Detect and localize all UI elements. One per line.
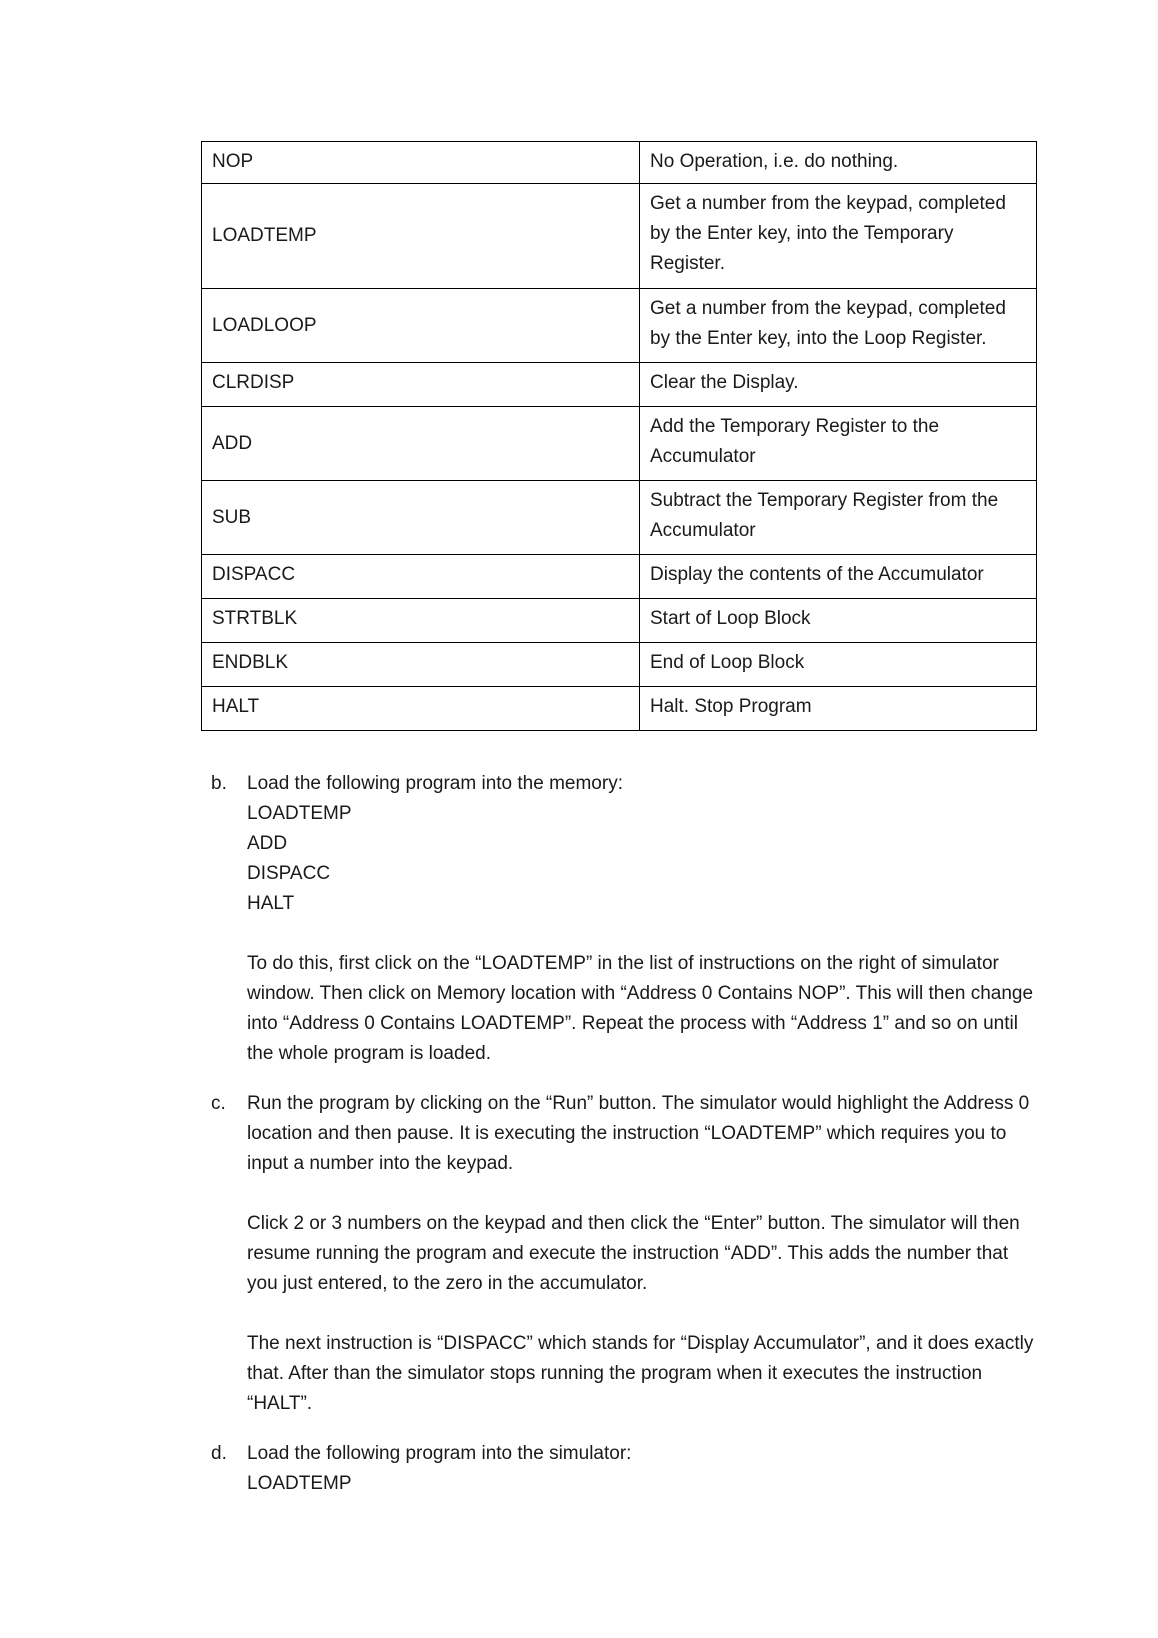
description-cell: Display the contents of the Accumulator [640,555,1037,599]
table-row [202,481,1037,555]
opcode-cell: ENDBLK [202,643,640,687]
description-cell: Subtract the Temporary Register from the Accumulator [640,481,1037,555]
description-cell: Get a number from the keypad, completed by the Enter key, into the Loop Register. [640,289,1037,363]
program-line: DISPACC [247,863,331,884]
description-cell: Clear the Display. [640,363,1037,407]
description-cell: Get a number from the keypad, completed by the Enter key, into the Temporary Register. [640,184,1037,289]
opcode-cell: HALT [202,687,640,731]
table-row [202,289,1037,363]
description-cell: End of Loop Block [640,643,1037,687]
step-intro: Load the following program into the memory: [247,773,623,794]
program-line: HALT [247,893,295,914]
program-listing [247,799,1041,919]
table-row [202,363,1037,407]
opcode-cell: NOP [202,142,640,184]
program-line: ADD [247,833,288,854]
table-row [202,643,1037,687]
instruction-table [201,141,1037,731]
step-marker: c. [211,1093,226,1114]
description-cell: Halt. Stop Program [640,687,1037,731]
step-marker: b. [211,773,227,794]
table-row [202,407,1037,481]
program-listing [247,1469,1041,1499]
step-paragraph: Click 2 or 3 numbers on the keypad and then click the “Enter” button. The simulator will then resume running the program and execute the instruction “ADD”. This adds the number that you just entered, to the zero in the accumulator. [247,1213,1020,1294]
description-cell: Start of Loop Block [640,599,1037,643]
step-paragraph: To do this, first click on the “LOADTEMP” in the list of instructions on the right of simulator window. Then click on Memory location with “Address 0 Contains NOP”. This will then change into “Address 0 Contains LOADTEMP”. Repeat the process with “Address 1” and so on until the whole program is loaded. [247,953,1034,1064]
description-cell: Add the Temporary Register to the Accumulator [640,407,1037,481]
step-intro: Load the following program into the simulator: [247,1443,632,1464]
opcode-cell: CLRDISP [202,363,640,407]
step-paragraph: The next instruction is “DISPACC” which stands for “Display Accumulator”, and it does exactly that. After than the simulator stops running the program when it executes the instruction “HALT”. [247,1333,1034,1414]
step-d [211,1439,1041,1499]
opcode-cell: STRTBLK [202,599,640,643]
table-row [202,142,1037,184]
step-marker: d. [211,1443,227,1464]
program-line: LOADTEMP [247,1473,352,1494]
opcode-cell: LOADLOOP [202,289,640,363]
table-row [202,599,1037,643]
opcode-cell: ADD [202,407,640,481]
table-row [202,687,1037,731]
table-row [202,184,1037,289]
step-b [211,769,1041,1069]
description-cell: No Operation, i.e. do nothing. [640,142,1037,184]
table-row [202,555,1037,599]
step-c [211,1089,1041,1419]
opcode-cell: SUB [202,481,640,555]
opcode-cell: LOADTEMP [202,184,640,289]
steps-list [211,769,1041,1519]
opcode-cell: DISPACC [202,555,640,599]
program-line: LOADTEMP [247,803,352,824]
step-paragraph: Run the program by clicking on the “Run” button. The simulator would highlight the Address 0 location and then pause. It is executing the instruction “LOADTEMP” which requires you to input a number into the keypad. [247,1093,1030,1174]
